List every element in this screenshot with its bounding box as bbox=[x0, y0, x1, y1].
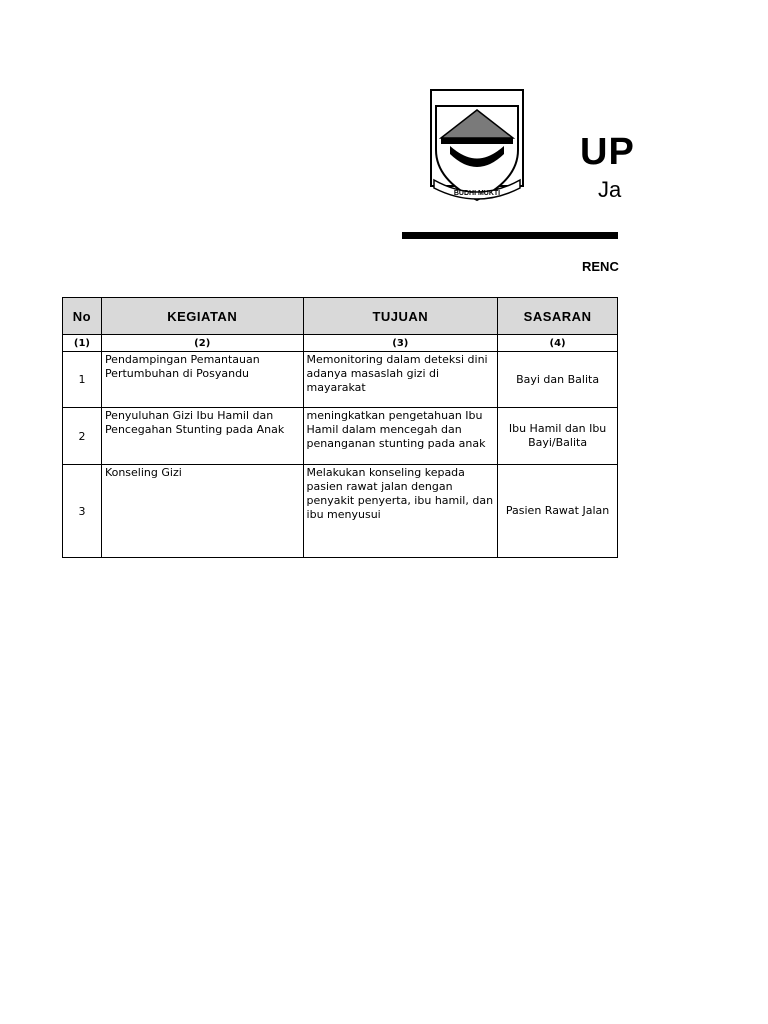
cell-line: Pasien Rawat Jalan bbox=[505, 504, 610, 517]
column-header-kegiatan: KEGIATAN bbox=[101, 298, 303, 335]
column-header-no: No bbox=[63, 298, 102, 335]
table-row bbox=[63, 408, 618, 465]
cell-line: penanganan stunting pada anak bbox=[306, 437, 486, 450]
row-number: 2 bbox=[63, 408, 102, 465]
cell-line: adanya masaslah gizi di bbox=[306, 367, 440, 380]
cell-line: Melakukan konseling kepada bbox=[306, 466, 465, 479]
table-header-row bbox=[63, 298, 618, 335]
organization-subtitle: Ja bbox=[598, 177, 622, 202]
row-number: 1 bbox=[63, 352, 102, 408]
cell-line: penyakit penyerta, ibu hamil, dan bbox=[306, 494, 494, 507]
column-number-row bbox=[63, 335, 618, 352]
activity-plan-table bbox=[62, 297, 618, 558]
table-row bbox=[63, 352, 618, 408]
column-header-tujuan: TUJUAN bbox=[303, 298, 498, 335]
sasaran-cell bbox=[498, 352, 618, 408]
cell-line: meningkatkan pengetahuan Ibu bbox=[306, 409, 483, 422]
column-number: (3) bbox=[303, 335, 498, 352]
cell-line: Pencegahan Stunting pada Anak bbox=[104, 423, 285, 436]
cell-line: mayarakat bbox=[306, 381, 366, 394]
cell-line: ibu menyusui bbox=[306, 508, 381, 521]
tujuan-cell bbox=[303, 465, 498, 558]
sasaran-cell bbox=[498, 408, 618, 465]
table-row bbox=[63, 465, 618, 558]
cell-line: Ibu Hamil dan Ibu bbox=[508, 422, 607, 435]
kegiatan-cell bbox=[101, 465, 303, 558]
cell-line: pasien rawat jalan dengan bbox=[306, 480, 453, 493]
cell-line: Pendampingan Pemantauan bbox=[104, 353, 260, 366]
tujuan-cell bbox=[303, 352, 498, 408]
cell-line: Bayi dan Balita bbox=[516, 372, 600, 386]
kegiatan-cell bbox=[101, 352, 303, 408]
kegiatan-cell bbox=[101, 408, 303, 465]
sasaran-cell bbox=[498, 465, 618, 558]
column-number: (4) bbox=[498, 335, 618, 352]
cell-line: Memonitoring dalam deteksi dini bbox=[306, 353, 488, 366]
row-number: 3 bbox=[63, 465, 102, 558]
cell-line: Konseling Gizi bbox=[104, 466, 182, 479]
cell-line: Penyuluhan Gizi Ibu Hamil dan bbox=[104, 409, 274, 422]
column-number: (1) bbox=[63, 335, 102, 352]
organization-name: UP bbox=[580, 131, 635, 173]
column-header-sasaran: SASARAN bbox=[498, 298, 618, 335]
column-number: (2) bbox=[101, 335, 303, 352]
cell-line: Pertumbuhan di Posyandu bbox=[104, 367, 250, 380]
cell-line: Bayi/Balita bbox=[528, 436, 588, 449]
header-divider bbox=[402, 232, 618, 239]
emblem-motto: BUDHI MUKTI bbox=[453, 190, 501, 197]
cell-line: Hamil dalam mencegah dan bbox=[306, 423, 462, 436]
document-title: RENC bbox=[582, 259, 619, 274]
tujuan-cell bbox=[303, 408, 498, 465]
